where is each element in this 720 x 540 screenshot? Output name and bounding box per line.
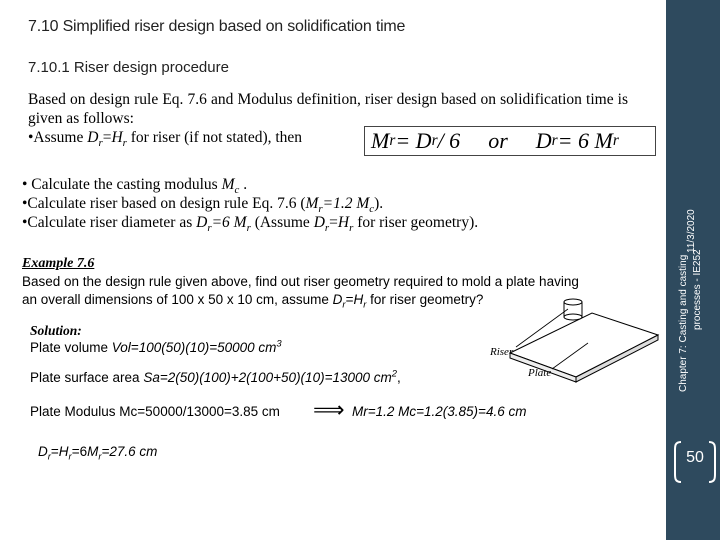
- bullet-casting-modulus: • Calculate the casting modulus $M_c$ .: [22, 176, 248, 197]
- bullet-riser-diameter: •Calculate riser diameter as $D_r=6$ $M_r$ (Assume $D_r=H_r$ for riser geometry).: [22, 214, 479, 235]
- intro-line-1: Based on design rule Eq. 7.6 and Modulus definition, riser design based on: [28, 91, 497, 108]
- example-heading: Example 7.6: [22, 256, 95, 271]
- intro-line-3: •Assume $D_r=H_r$ for riser (if not stated), then: [28, 129, 303, 150]
- sidebar-course-line-2: processes - IE252: [692, 249, 703, 330]
- intro-line-2: solidification time is given as follows:: [28, 91, 629, 127]
- page-number: 50: [686, 449, 704, 466]
- plate-riser-figure: [480, 295, 660, 385]
- plate-volume-line: Plate volume Vol=100(50)(10)=50000 $cm^3$: [30, 338, 282, 355]
- procedure-bullets: [22, 175, 642, 235]
- slide-title: 7.10 Simplified riser design based on solidification time: [28, 18, 406, 35]
- solution-block: [30, 322, 282, 356]
- sidebar-date: 11/3/2020: [686, 209, 697, 253]
- riser-formula-box: M r = D r / 6 or D r = 6 M r: [364, 126, 656, 156]
- riser-dimension-line: $D_r=H_r=6M_r=27.6$ cm: [38, 444, 158, 463]
- bullet-riser-design-rule: •Calculate riser based on design rule Eq. 7.6 ($M_r=1.2$ $M_c$).: [22, 195, 384, 216]
- plate-modulus-line: Plate Modulus Mc=50000/13000=3.85 cm: [30, 404, 280, 419]
- riser-modulus-line: Mr=1.2 Mc=1.2(3.85)=4.6 cm: [352, 404, 527, 419]
- plate-area-line: Plate surface area Sa=2(50)(100)+2(100+50)(10)=13000 $cm^2$,: [30, 368, 401, 385]
- riser-label: Riser: [490, 346, 514, 358]
- slide-subtitle: 7.10.1 Riser design procedure: [28, 59, 229, 76]
- solution-heading: Solution:: [30, 323, 82, 338]
- formula-or: or: [488, 128, 508, 153]
- implies-arrow-icon: ⟹: [313, 398, 345, 423]
- example-line-1: Based on the design rule given above, find out riser geometry required to mold a plate having: [22, 274, 579, 289]
- example-line-2: an overall dimensions of 100 x 50 x 10 cm, assume $D_r=H_r$ for riser geometry?: [22, 292, 484, 311]
- plate-label: Plate: [528, 367, 552, 379]
- sidebar-course-line-1: Chapter 7: Casting and casting: [678, 254, 689, 392]
